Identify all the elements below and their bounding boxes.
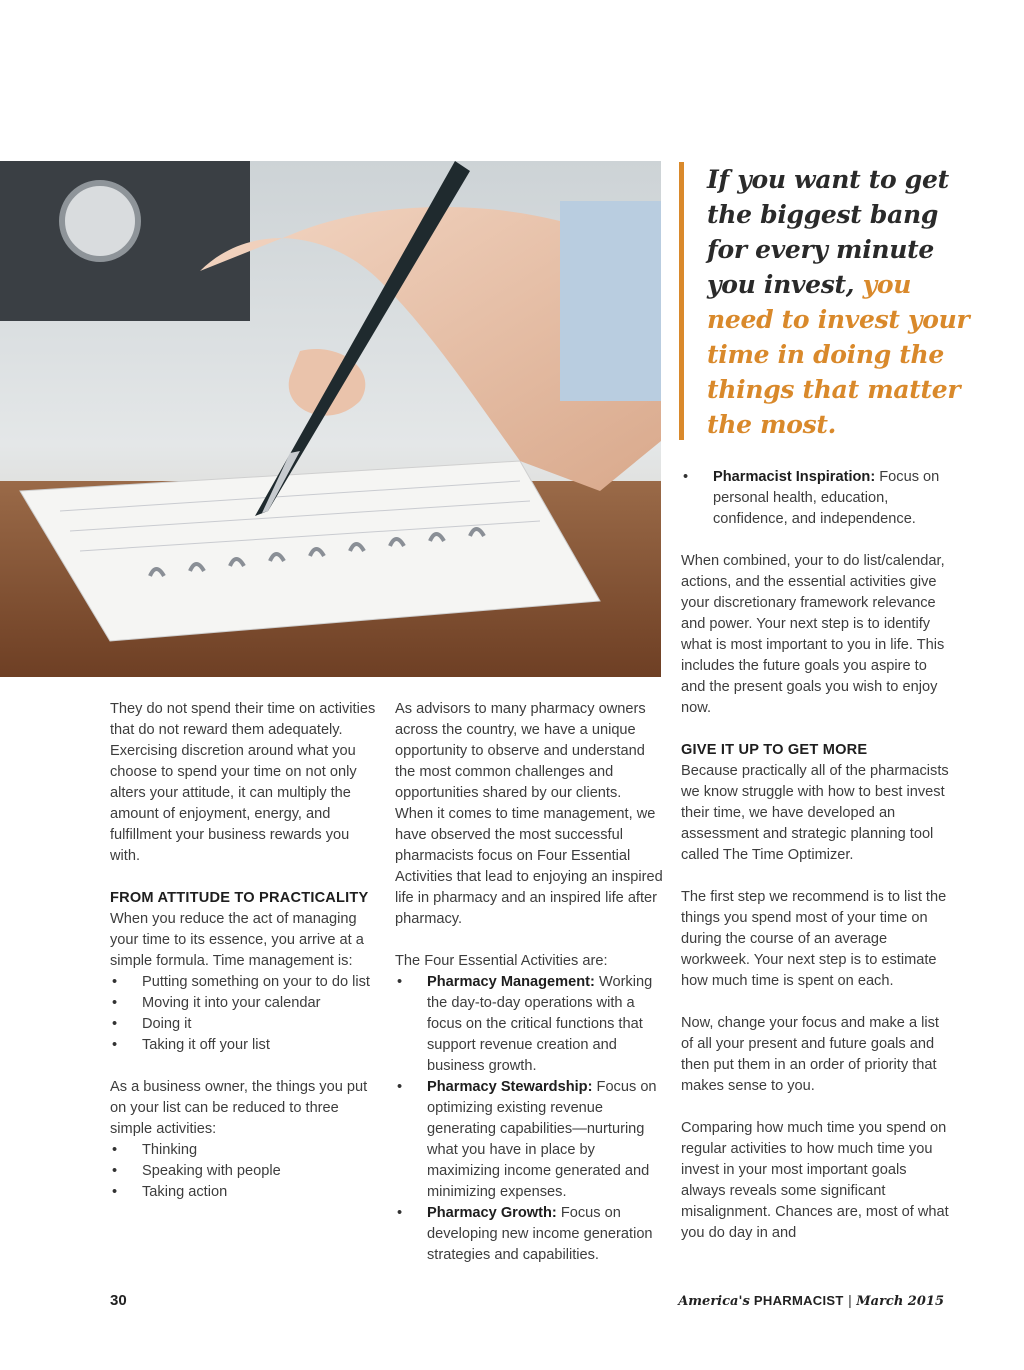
list-item: • Putting something on your to do list — [110, 972, 378, 993]
list-term: Pharmacy Growth: — [427, 1205, 557, 1221]
list-item — [681, 467, 949, 530]
paragraph: When you reduce the act of managing your time to its essence, you arrive at a simple formula. Time management is: — [110, 911, 364, 969]
list-item: • Taking it off your list — [110, 1035, 378, 1056]
pull-quote-accent: you need to invest your time in doing the things that matter the most. — [707, 270, 970, 439]
list-item: • Moving it into your calendar — [110, 993, 378, 1014]
footer-separator: | — [847, 1294, 853, 1309]
list-item: • Speaking with people — [110, 1161, 378, 1182]
bullet-list — [681, 467, 949, 530]
publication-footer — [678, 1293, 944, 1309]
bullet-list — [110, 972, 378, 1056]
section-heading: GIVE IT UP TO GET MORE — [681, 742, 868, 758]
paragraph: They do not spend their time on activities that do not reward them adequately. Exercising discretion around what you choose to spend your time on not only alters your attitude, it can multiply the amount of enjoyment, energy, and fulfillment your business rewards you with. — [110, 701, 376, 864]
section-heading: FROM ATTITUDE TO PRACTICALITY — [110, 890, 369, 906]
list-item: • Thinking — [110, 1140, 378, 1161]
paragraph: The first step we recommend is to list the things you spend most of your time on during the course of an average workweek. Your next step is to estimate how much time is spent on each. — [681, 889, 947, 989]
list-term: Pharmacy Management: — [427, 974, 595, 990]
pull-quote-dark: If you want to get the biggest bang for every minute you invest, — [707, 165, 949, 299]
page-number: 30 — [110, 1292, 127, 1309]
bullet-list — [110, 1140, 378, 1203]
publication-name-caps: PHARMACIST — [753, 1293, 844, 1308]
list-item: • Doing it — [110, 1014, 378, 1035]
publication-name-italic: America's — [678, 1294, 750, 1309]
pull-quote-text — [707, 162, 979, 442]
pull-quote — [679, 162, 979, 440]
paragraph: As advisors to many pharmacy owners across the country, we have a unique opportunity to observe and understand the most common challenges and opportunities shared by our clients. When it comes to time management, we have observed the most successful pharmacists focus on Four Essential Activities that lead to enjoying an inspired life in pharmacy and an inspired life after pharmacy. — [395, 701, 663, 927]
column-right — [681, 467, 949, 1244]
photo-illustration — [0, 161, 661, 677]
paragraph: When combined, your to do list/calendar, actions, and the essential activities give your discretionary framework relevance and power. Your next step is to identify what is most important to you in life. This includes the future goals you aspire to and the present goals you wish to enjoy now. — [681, 553, 945, 716]
issue-date: March 2015 — [856, 1294, 944, 1309]
list-item — [395, 972, 663, 1077]
paragraph: The Four Essential Activities are: — [395, 953, 608, 969]
list-text: Focus on developing new income generation strategies and capabilities. — [427, 1205, 653, 1263]
paragraph: Because practically all of the pharmacists we know struggle with how to best invest their time, we have developed an assessment and strategic planning tool called The Time Optimizer. — [681, 763, 949, 863]
list-item — [395, 1203, 663, 1266]
paragraph: Now, change your focus and make a list of all your present and future goals and then put them in an order of priority that makes sense to you. — [681, 1015, 939, 1094]
list-term: Pharmacy Stewardship: — [427, 1079, 593, 1095]
list-term: Pharmacist Inspiration: — [713, 469, 876, 485]
bullet-list — [395, 972, 663, 1266]
list-text: Focus on optimizing existing revenue generating capabilities—nurturing what you have in place by maximizing income generated and minimizing expenses. — [427, 1079, 657, 1200]
list-text: Focus on personal health, education, confidence, and independence. — [713, 469, 940, 527]
column-middle — [395, 699, 663, 1266]
column-left — [110, 699, 378, 1203]
list-item — [395, 1077, 663, 1203]
list-text: Working the day-to-day operations with a focus on the critical functions that support revenue creation and business growth. — [427, 974, 653, 1074]
list-item: • Taking action — [110, 1182, 378, 1203]
paragraph: As a business owner, the things you put on your list can be reduced to three simple activities: — [110, 1079, 368, 1137]
paragraph: Comparing how much time you spend on regular activities to how much time you invest in your most important goals always reveals some significant misalignment. Chances are, most of what you do day in and — [681, 1120, 949, 1241]
pen-writing-notebook-photo — [0, 161, 661, 677]
